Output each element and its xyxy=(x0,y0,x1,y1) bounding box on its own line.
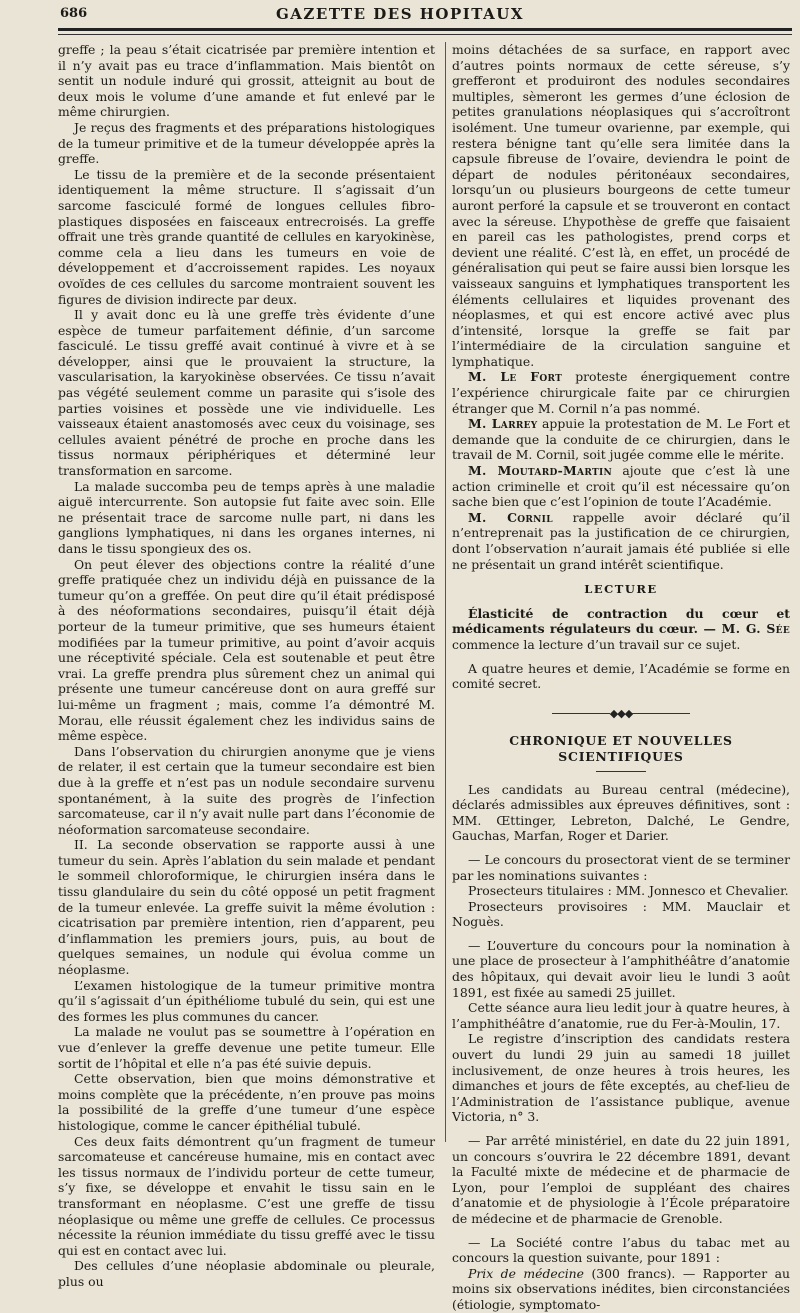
paragraph: La malade ne voulut pas se soumettre à l’opération en vue d’enlever la greffe devenue une petite tumeur. Elle sortit de l’hôpital et elle n’a pas été suivie depuis. xyxy=(58,1024,435,1071)
ornament-divider: ◆◆◆ xyxy=(452,706,790,722)
speaker-paragraph xyxy=(452,369,790,416)
lecture-title: Élasticité de contraction du cœur et médicaments régulateurs du cœur. xyxy=(452,605,790,637)
speaker-text: ajoute que c’est là une action criminelle et croit qu’il est nécessaire qu’on sache bien que c’est l’opinion de toute l’Académie. xyxy=(452,463,790,510)
left-column xyxy=(58,42,435,1289)
paragraph: Prosecteurs titulaires : MM. Jonnesco et Chevalier. xyxy=(468,883,789,899)
paragraph: Je reçus des fragments et des préparations histologiques de la tumeur primitive et de la tumeur développée après la greffe. xyxy=(58,119,435,167)
paragraph: Cette séance aura lieu ledit jour à quatre heures, à l’amphithéâtre d’anatomie, rue du Fer-à-Moulin, 17. xyxy=(452,1000,790,1031)
paragraph: greffe ; la peau s’était cicatrisée par première intention et il n’y avait pas eu trace d’inflammation. Mais bientôt on sentit un nodule induré qui grossit, atteignit au bout de deux mois le volume d’une amande et fut enlevé par le même chirurgien. xyxy=(58,42,435,120)
paragraph: On peut élever des objections contre la réalité d’une greffe pratiquée chez un individu déjà en puissance de la tumeur qu’on a greffée. On peut dire qu’il était prédisposé à des néoformations secondaires, puisqu’il était déjà porteur de la tumeur primitive, que ses humeurs étaient modifiées par la tumeur primitive, au point d’avoir acquis une réceptivité spéciale. Cela est soutenable et peut être vrai. La greffe prendra plus sûrement chez un animal qui présente une tumeur cancéreuse dont on aura greffé sur lui-même un fragment ; mais, comme l’a démontré M. Morau, elle réussit également chez les individus sains de même espèce. xyxy=(58,556,435,744)
paragraph: L’examen histologique de la tumeur primitive montra qu’il s’agissait d’un épithéliome tubulé du sein, qui est une des formes les plus communes du cancer. xyxy=(58,977,435,1024)
speaker-paragraph xyxy=(452,510,790,572)
page-number: 686 xyxy=(60,6,88,21)
speaker-name: M. Le Fort xyxy=(468,369,563,385)
spacer xyxy=(452,653,790,661)
journal-title: GAZETTE DES HOPITAUX xyxy=(275,5,524,23)
paragraph: Il y avait donc eu là une greffe très évidente d’une espèce de tumeur parfaitement définie, d’un sarcome fasciculé. Le tissu greffé avait continué à vivre et à se développer, ainsi que le prouvaient la structure, la vascularisation, la karyokinèse observées. Ce tissu n’avait pas végété seulement comme un parasite qui s’isole des parties voisines et possède une vie individuelle. Les vaisseaux étaient anastomosés avec ceux du voisinage, ses cellules avaient pénétré de proche en proche dans les tissus normaux périphériques et déterminé leur transformation en sarcome. xyxy=(58,307,435,479)
paragraph: II. La seconde observation se rapporte aussi à une tumeur du sein. Après l’ablation du sein malade et pendant le sommeil chloroformique, le chirurgien inséra dans le tissu glandulaire du sein du côté opposé un petit fragment de la tumeur enlevée. La greffe suivit la même évolution : cicatrisation par première intention, rien d’apparent, peu d’inflammation les premiers jours, puis, au bout de quelques semaines, un nodule qui évolua comme un néoplasme. xyxy=(58,837,435,978)
paragraph: Dans l’observation du chirurgien anonyme que je viens de relater, il est certain que la tumeur secondaire est bien due à la greffe et n’est pas un nodule secondaire survenu spontanément, à la suite des progrès de l’infection sarcomateuse, car il n’y avait nulle part dans l’économie de néoformation sarcomateuse secondaire. xyxy=(58,743,435,837)
spacer xyxy=(452,1227,790,1235)
paragraph: — L’ouverture du concours pour la nomination à une place de prosecteur à l’amphithéâtre d’anatomie des hôpitaux, qui devait avoir lieu le lundi 3 août 1891, est fixée au samedi 25 juillet. xyxy=(452,937,790,1000)
paragraph: Le tissu de la première et de la seconde présentaient identiquement la même structure. Il s’agissait d’un sarcome fasciculé formé de longues cellules fibro-plastiques disposées en faisceaux entrecroisés. La greffe offrait une très grande quantité de cellules en karyokinèse, comme cela a lieu dans les tumeurs en voie de développement et d’accroissement rapides. Les noyaux ovoïdes de ces cellules du sarcome montraient souvent les figures de division indirecte par deux. xyxy=(58,166,435,307)
spacer xyxy=(452,930,790,938)
paragraph: Cette observation, bien que moins démonstrative et moins complète que la précédente, n’en prouve pas moins la possibilité de la greffe d’une tumeur d’une espèce histologique, comme le cancer épithélial tubulé. xyxy=(58,1071,435,1133)
spacer xyxy=(452,1125,790,1133)
speaker-name: M. Moutard-Martin xyxy=(468,463,612,479)
paragraph: Des cellules d’une néoplasie abdominale ou pleurale, plus ou xyxy=(58,1258,435,1289)
heading-rule xyxy=(596,771,646,772)
lecture-text: commence la lecture d’un travail sur ce sujet. xyxy=(452,636,741,652)
right-column xyxy=(452,42,790,1312)
closing-paragraph: A quatre heures et demie, l’Académie se forme en comité secret. xyxy=(452,660,790,692)
paragraph: — La Société contre l’abus du tabac met au concours la question suivante, pour 1891 : xyxy=(452,1234,790,1266)
speaker-text: rappelle avoir déclaré qu’il n’entreprenait pas la justification de ce chirurgien, dont l’observation n’aurait jamais été publiée si elle ne présentait un grand intérêt scientifique. xyxy=(452,509,790,572)
header-rule-thick xyxy=(58,28,792,31)
prize-text: (300 francs). — Rapporter au moins six observations inédites, bien circonstanciées (étiologie, symptomato- xyxy=(452,1265,790,1312)
lecture-paragraph xyxy=(452,606,790,653)
speaker-name: M. Larrey xyxy=(468,416,538,432)
speaker-text: proteste énergiquement contre l’expérience chirurgicale faite par ce chirurgien étranger que M. Cornil n’a pas nommé. xyxy=(452,369,790,416)
prize-label: Prix de médecine xyxy=(468,1265,584,1281)
paragraph: Prosecteurs provisoires : MM. Mauclair et Noguès. xyxy=(452,898,790,930)
paragraph: moins détachées de sa surface, en rapport avec d’autres points normaux de cette séreuse, s’y grefferont et produiront des nodules secondaires multiples, sèmeront les germes d’une éclosion de petites granulations néoplasiques qui s’accroîtront isolément. Une tumeur ovarienne, par exemple, qui restera bénigne tant qu’elle sera limitée dans la capsule fibreuse de l’ovaire, deviendra le point de départ de nodules péritonéaux secondaires, lorsqu’un ou plusieurs bourgeons de cette tumeur auront perforé la capsule et se trouveront en contact avec la séreuse. L’hypothèse de greffe que faisaient en pareil cas les pathologistes, prend corps et devient une réalité. C’est là, en effet, un procédé de généralisation qui peut se faire aussi bien lorsque les vaisseaux sanguins et lymphatiques transportent les éléments cellulaires et liquides provenant des néoplasmes, et qui est encore activé avec plus d’intensité, lorsque la greffe se fait par l’intermédiaire de la circulation sanguine et lymphatique. xyxy=(452,42,790,369)
section-heading-chronique: CHRONIQUE ET NOUVELLES SCIENTIFIQUES xyxy=(509,733,733,764)
speaker-text: appuie la protestation de M. Le Fort et demande que la conduite de ce chirurgien, dans le travail de M. Cornil, soit jugée comme elle le mérite. xyxy=(452,416,790,463)
lecture-author: — M. G. Sée xyxy=(697,621,790,637)
speaker-paragraph xyxy=(452,416,790,463)
header-rule-thin xyxy=(58,34,792,35)
paragraph: — Le concours du prosectorat vient de se terminer par les nominations suivantes : xyxy=(452,851,790,883)
speaker-name: M. Cornil xyxy=(468,509,553,525)
paragraph: Ces deux faits démontrent qu’un fragment de tumeur sarcomateuse et cancéreuse humaine, mis en contact avec les tissus normaux de l’individu porteur de cette tumeur, s’y fixe, se développe et envahit le tissu sain en le transformant en néoplasme. C’est une greffe de tissu néoplasique ou même une greffe de cellules. Ce processus nécessite la réunion immédiate du tissu greffé avec le tissu qui est en contact avec lui. xyxy=(58,1133,435,1258)
section-heading-lecture: LECTURE xyxy=(584,582,658,597)
paragraph: Les candidats au Bureau central (médecine), déclarés admissibles aux épreuves définitives, sont : MM. Œttinger, Lebreton, Dalché, Le Gendre, Gauchas, Marfan, Roger et Darier. xyxy=(452,781,790,844)
prize-paragraph xyxy=(452,1266,790,1313)
speaker-paragraph xyxy=(452,463,790,510)
paragraph: — Par arrêté ministériel, en date du 22 juin 1891, un concours s’ouvrira le 22 décembre 1891, devant la Faculté mixte de médecine et de pharmacie de Lyon, pour l’emploi de suppléant des chaires d’anatomie et de physiologie à l’École préparatoire de médecine et de pharmacie de Grenoble. xyxy=(452,1133,790,1226)
spacer xyxy=(452,844,790,852)
paragraph: Le registre d’inscription des candidats restera ouvert du lundi 29 juin au samedi 18 juillet inclusivement, de onze heures à trois heures, les dimanches et jours de fête exceptés, au chef-lieu de l’Administration de l’assistance publique, avenue Victoria, n° 3. xyxy=(452,1031,790,1125)
column-divider xyxy=(445,42,446,1142)
paragraph: La malade succomba peu de temps après à une maladie aiguë intercurrente. Son autopsie fut faite avec soin. Elle ne présentait trace de sarcome nulle part, ni dans les ganglions lymphatiques, ni dans les organes internes, ni dans le tissu spongieux des os. xyxy=(58,478,435,556)
